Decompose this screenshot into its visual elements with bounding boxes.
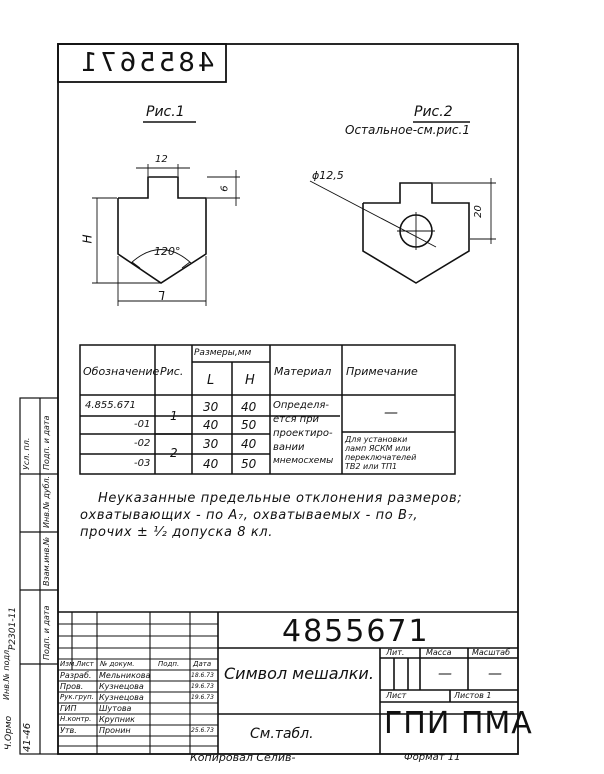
th-fig: Рис. [160, 365, 184, 378]
fig2-title: Рис.2 [414, 104, 453, 120]
name-2: Кузнецова [99, 682, 144, 691]
row3-h: 40 [241, 437, 257, 451]
fig1-dim-depth: 6 [219, 185, 231, 192]
fig-group2: 2 [170, 446, 178, 460]
fig-group1: 1 [170, 409, 178, 423]
side-handwritten-1: 41-46 [22, 722, 33, 752]
side-handwritten-3: Усл. пл. [22, 437, 31, 470]
fig1-title: Рис.1 [146, 104, 185, 120]
side-label-inv-podl: Инв.№ подл. [2, 647, 11, 700]
side-handwritten-2: Р2301-11 [8, 606, 18, 650]
col-izm: Изм. [60, 660, 77, 668]
fig2-subtitle: Остальное-см.рис.1 [345, 123, 470, 137]
th-sizes: Размеры,мм [194, 348, 252, 358]
fig2-dim-20: 20 [472, 205, 484, 218]
side-label-vzam: Взам.инв.№ [42, 536, 51, 586]
material-line-5: мнемосхемы [273, 456, 334, 466]
note-text-2: охватывающих - по А₇, охватываемых - по В₇, [80, 508, 419, 523]
col-list: Лист [76, 660, 94, 668]
row1-h: 40 [241, 400, 257, 414]
material-line-3: проектиро- [273, 428, 333, 439]
scale-value: — [488, 666, 502, 682]
org-name: ГПИ ПМА [384, 706, 533, 741]
fig2-dim-dia: ϕ12,5 [312, 169, 344, 182]
note-text-1: Неуказанные предельные отклонения размеров; [98, 491, 463, 506]
scale-label: Масштаб [472, 648, 511, 657]
name-1: Мельникова [99, 671, 151, 680]
date-2: 19.6.73 [191, 683, 214, 690]
material-line-2: ется при [273, 414, 320, 425]
lit-label: Лит. [386, 648, 405, 657]
th-designation: Обозначение [83, 365, 160, 378]
stamp-number: 4855671 [77, 48, 215, 78]
doc-number: 4855671 [282, 614, 430, 649]
note-line-1: Для установки [345, 435, 408, 444]
doc-name: Символ мешалки. [224, 664, 374, 683]
name-5: Крупник [99, 715, 135, 724]
footer-copied: Копировал Селив- [190, 751, 296, 764]
role-4: ГИП [60, 704, 77, 713]
name-3: Кузнецова [99, 693, 144, 702]
material-line-1: Определя- [273, 400, 329, 411]
footer-format: Формат 11 [404, 752, 461, 763]
note-line-3: переключателей [345, 453, 417, 462]
col-date: Дата [193, 660, 212, 668]
row2-h: 50 [241, 418, 257, 432]
date-1: 18.6.73 [191, 672, 214, 679]
material-line-4: вании [273, 442, 305, 453]
sheet-label: Лист [386, 691, 407, 700]
role-5: Н.контр. [60, 715, 92, 723]
name-6: Пронин [99, 726, 131, 735]
side-label-podp-2: Подп. и дата [42, 415, 51, 470]
row3-l: 30 [203, 437, 219, 451]
th-material: Материал [274, 365, 332, 378]
fig1-dim-h: H [80, 234, 95, 244]
row1-l: 30 [203, 400, 219, 414]
role-1: Разраб. [60, 671, 92, 680]
col-sign: Подп. [158, 660, 180, 668]
note-dash: — [384, 405, 398, 421]
col-doc: № докум. [100, 660, 135, 668]
row2-designation: -01 [134, 419, 151, 430]
row3-designation: -02 [134, 438, 151, 449]
fig1-dim-l: L [158, 288, 165, 302]
th-h: H [245, 373, 255, 388]
doc-material: См.табл. [250, 726, 314, 742]
note-text-3: прочих ± ¹⁄₂ допуска 8 кл. [80, 525, 273, 540]
row4-designation: -03 [134, 458, 151, 469]
row4-h: 50 [241, 457, 257, 471]
date-6: 25.6.73 [191, 727, 214, 734]
row2-l: 40 [203, 418, 219, 432]
role-2: Пров. [60, 682, 84, 691]
date-3: 19.6.73 [191, 694, 214, 701]
note-line-4: ТВ2 или ТП1 [345, 462, 398, 471]
role-3: Рук.груп. [60, 693, 94, 701]
row4-l: 40 [203, 457, 219, 471]
th-l: L [207, 373, 215, 388]
sheets-label: Листов 1 [454, 691, 492, 700]
row1-designation: 4.855.671 [85, 400, 136, 411]
footer-left-margin: Ч.Ормо [4, 715, 14, 750]
th-note: Примечание [346, 365, 418, 378]
fig1-dim-slot: 12 [155, 154, 168, 165]
fig1-dim-angle: 120° [154, 245, 181, 258]
role-6: Утв. [60, 726, 77, 735]
side-label-dubl: Инв.№ дубл. [42, 475, 51, 528]
mass-value: — [438, 666, 452, 682]
note-line-2: ламп ЯСКМ или [345, 444, 411, 453]
name-4: Шутова [99, 704, 132, 713]
side-label-podp-1: Подп. и дата [42, 605, 51, 660]
mass-label: Масса [426, 648, 452, 657]
